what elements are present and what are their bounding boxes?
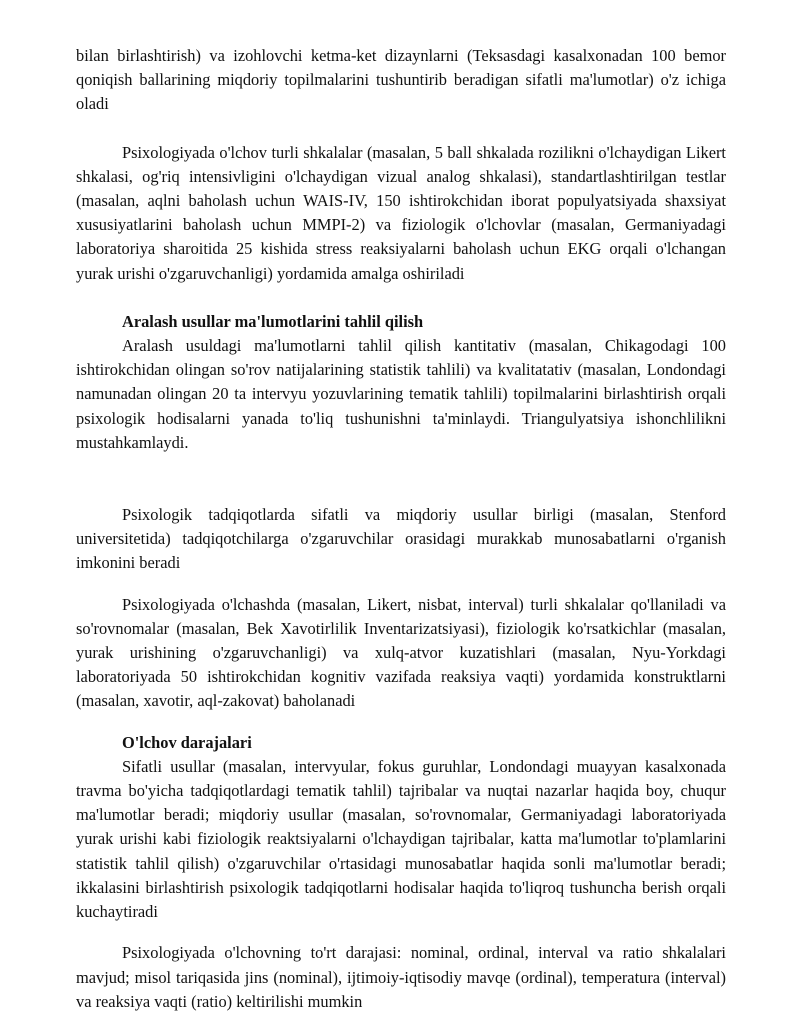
paragraph-four-levels: Psixologiyada o'lchovning to'rt darajasi: nominal, ordinal, interval va ratio shkalalari mavjud; misol tariqasida jins (nominal), ijtimoiy-iqtisodiy mavqe (ordinal), temperatura (interval) va reaksiya vaqti (ratio) keltirilishi mumkin bbox=[76, 943, 726, 1011]
paragraph-measurement-constructs: Psixologiyada o'lchashda (masalan, Likert, nisbat, interval) turli shkalalar qo'llaniladi va so'rovnomalar (masalan, Bek Xavotirlilik Inventarizatsiyasi), fiziologik ko'rsatkichlar (masalan, yurak urishining o'zgaruvchanligi) va xulq-atvor kuzatishlari (masalan, Nyu-Yorkdagi laboratoriyada 50 ishtirokchidan kognitiv vazifada reaksiya vaqti) yordamida konstruktlarni (masalan, xavotir, aql-zakovat) baholanadi bbox=[76, 594, 726, 711]
document-page bbox=[76, 44, 726, 1014]
paragraph-measurement-scales: Psixologiyada o'lchov turli shkalalar (masalan, 5 ball shkalada rozilikni o'lchaydigan Likert shkalasi, og'riq intensivligini o'lchaydigan vizual analog shkalasi), standartlashtirilgan testlar (masalan, aqlni baholash uchun WAIS-IV, 150 ishtirokchidan iborat populyatsiyada shaxsiyat xususiyatlarini baholash uchun MMPI-2) va fiziologik o'lchovlar (masalan, Germaniyadagi laboratoriya sharoitida 25 kishida stress reaksiyalarni baholash uchun EKG orqali o'lchangan yurak urishi o'zgaruvchanligi) yordamida amalga oshiriladi bbox=[76, 142, 726, 283]
paragraph-mixed-methods: Aralash usuldagi ma'lumotlarni tahlil qilish kantitativ (masalan, Chikagodagi 100 ishtirokchidan olingan so'rov natijalarining statistik tahlili) va kvalitatativ (masalan, Londondagi namunadan olingan 20 ta intervyu yozuvlarining tematik tahlili) topilmalarini birlashtirish orqali psixologik hodisalarni yanada to'liq tushunishni ta'minlaydi. Triangulyatsiya ishonchlilikni mustahkamlaydi. bbox=[76, 336, 726, 452]
heading-measurement-levels: O'lchov darajalari bbox=[122, 732, 252, 752]
heading-mixed-methods-analysis: Aralash usullar ma'lumotlarini tahlil qilish bbox=[122, 311, 424, 331]
paragraph-qualitative-quantitative: Sifatli usullar (masalan, intervyular, fokus guruhlar, Londondagi muayyan kasalxonada travma bo'yicha tadqiqotlardagi tematik tahlil) tajribalar va nuqtai nazarlar haqida boy, chuqur ma'lumotlar beradi; miqdoriy usullar (masalan, so'rovnomalar, Germaniyadagi laboratoriyada yurak urishi kabi fiziologik reaktsiyalarni o'lchaydigan tajribalar, katta ma'lumotlar to'plamlarini statistik tahlil qilish) o'zgaruvchilar o'rtasidagi munosabatlar haqida sonli ma'lumotlar beradi; ikkalasini birlashtirish psixologik tadqiqotlarni hodisalar haqida to'liqroq tushuncha berish orqali kuchaytiradi bbox=[76, 756, 726, 922]
paragraph-continuation: bilan birlashtirish) va izohlovchi ketma-ket dizaynlarni (Teksasdagi kasalxonadan 100 bemor qoniqish ballarining miqdoriy topilmalarini tushuntirib beradigan sifatli ma'lumotlar) o'z ichiga oladi bbox=[76, 46, 726, 114]
paragraph-methods-unity: Psixologik tadqiqotlarda sifatli va miqdoriy usullar birligi (masalan, Stenford universitetida) tadqiqotchilarga o'zgaruvchilar orasidagi murakkab munosabatlarni o'rganish imkonini beradi bbox=[76, 505, 726, 573]
